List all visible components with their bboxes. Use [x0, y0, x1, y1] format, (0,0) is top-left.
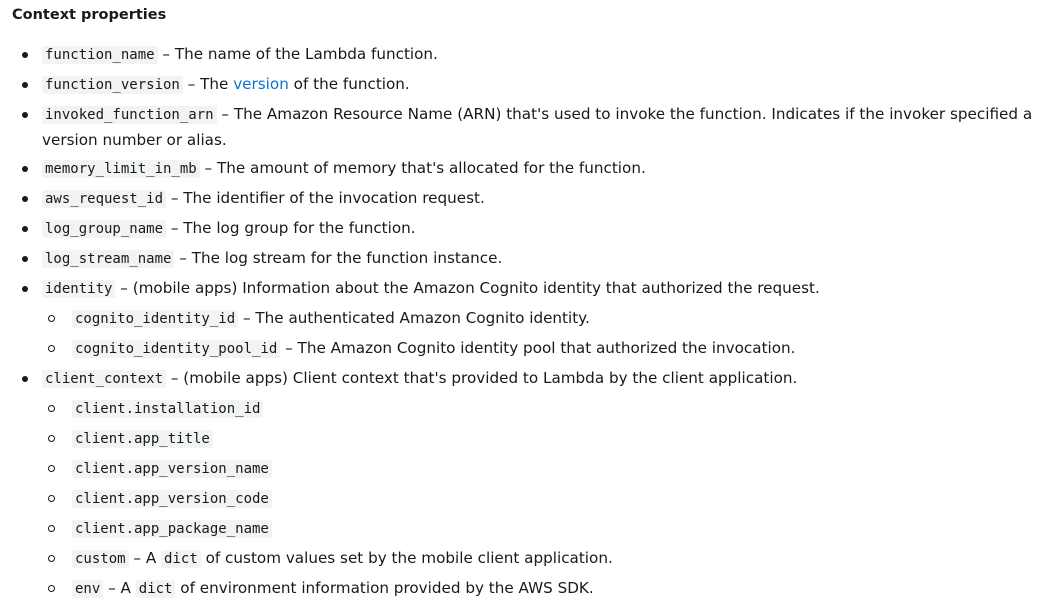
list-item-function-version: function_version – The version of the function.: [42, 72, 1049, 98]
property-description: The Amazon Cognito identity pool that authorized the invocation.: [297, 339, 796, 357]
list-item-memory-limit: memory_limit_in_mb – The amount of memory that's allocated for the function.: [42, 156, 1049, 182]
property-code: identity: [42, 280, 115, 298]
property-code: invoked_function_arn: [42, 106, 217, 124]
list-item-custom: custom – A dict of custom values set by the mobile client application.: [72, 546, 1049, 572]
property-description: (mobile apps) Client context that's provided to Lambda by the client application.: [183, 369, 798, 387]
version-link[interactable]: version: [233, 75, 289, 93]
property-code: client.app_title: [72, 430, 213, 448]
property-description: The Amazon Resource Name (ARN) that's used to invoke the function. Indicates if the invoker specified a version number or alias.: [42, 105, 1033, 149]
property-code: client.installation_id: [72, 400, 263, 418]
list-item-client-app-version-code: [72, 486, 1049, 512]
property-code: log_group_name: [42, 220, 166, 238]
list-item-log-stream-name: log_stream_name – The log stream for the function instance.: [42, 246, 1049, 272]
property-description: The identifier of the invocation request.: [183, 189, 485, 207]
property-code: client_context: [42, 370, 166, 388]
section-heading: Context properties: [12, 7, 167, 23]
property-description: The log group for the function.: [183, 219, 416, 237]
list-item-cognito-identity-pool-id: cognito_identity_pool_id – The Amazon Cognito identity pool that authorized the invocation.: [72, 336, 1049, 362]
property-description: The amount of memory that's allocated for the function.: [216, 159, 646, 177]
list-item-aws-request-id: aws_request_id – The identifier of the invocation request.: [42, 186, 1049, 212]
list-item-cognito-identity-id: cognito_identity_id – The authenticated Amazon Cognito identity.: [72, 306, 1049, 332]
property-description: The authenticated Amazon Cognito identity.: [255, 309, 590, 327]
property-code: memory_limit_in_mb: [42, 160, 200, 178]
list-item-client-app-title: [72, 426, 1049, 452]
dict-code: dict: [161, 550, 201, 568]
property-code: cognito_identity_id: [72, 310, 238, 328]
list-item-client-context: client_context – (mobile apps) Client context that's provided to Lambda by the client application.: [42, 366, 1049, 392]
property-description: The log stream for the function instance.: [191, 249, 503, 267]
property-code: cognito_identity_pool_id: [72, 340, 280, 358]
property-code: client.app_version_name: [72, 460, 272, 478]
list-item-client-installation-id: [72, 396, 1049, 422]
list-item-env: env – A dict of environment information provided by the AWS SDK.: [72, 576, 1049, 602]
property-description: (mobile apps) Information about the Amazon Cognito identity that authorized the request.: [132, 279, 820, 297]
property-code: function_version: [42, 76, 183, 94]
list-item-log-group-name: log_group_name – The log group for the function.: [42, 216, 1049, 242]
list-item-function-name: function_name – The name of the Lambda function.: [42, 42, 1049, 68]
property-code: client.app_version_code: [72, 490, 272, 508]
list-item-client-app-version-name: [72, 456, 1049, 482]
property-code: function_name: [42, 46, 158, 64]
property-code: aws_request_id: [42, 190, 166, 208]
list-item-client-app-package-name: [72, 516, 1049, 542]
property-code: env: [72, 580, 103, 598]
property-code: custom: [72, 550, 129, 568]
property-code: client.app_package_name: [72, 520, 272, 538]
dict-code: dict: [136, 580, 176, 598]
list-item-identity: identity – (mobile apps) Information about the Amazon Cognito identity that authorized the request.: [42, 276, 1049, 302]
property-code: log_stream_name: [42, 250, 174, 268]
list-item-invoked-function-arn: invoked_function_arn – The Amazon Resource Name (ARN) that's used to invoke the function. Indicates if the invoker specified a version number or alias.: [42, 102, 1049, 153]
property-description: The name of the Lambda function.: [174, 45, 438, 63]
